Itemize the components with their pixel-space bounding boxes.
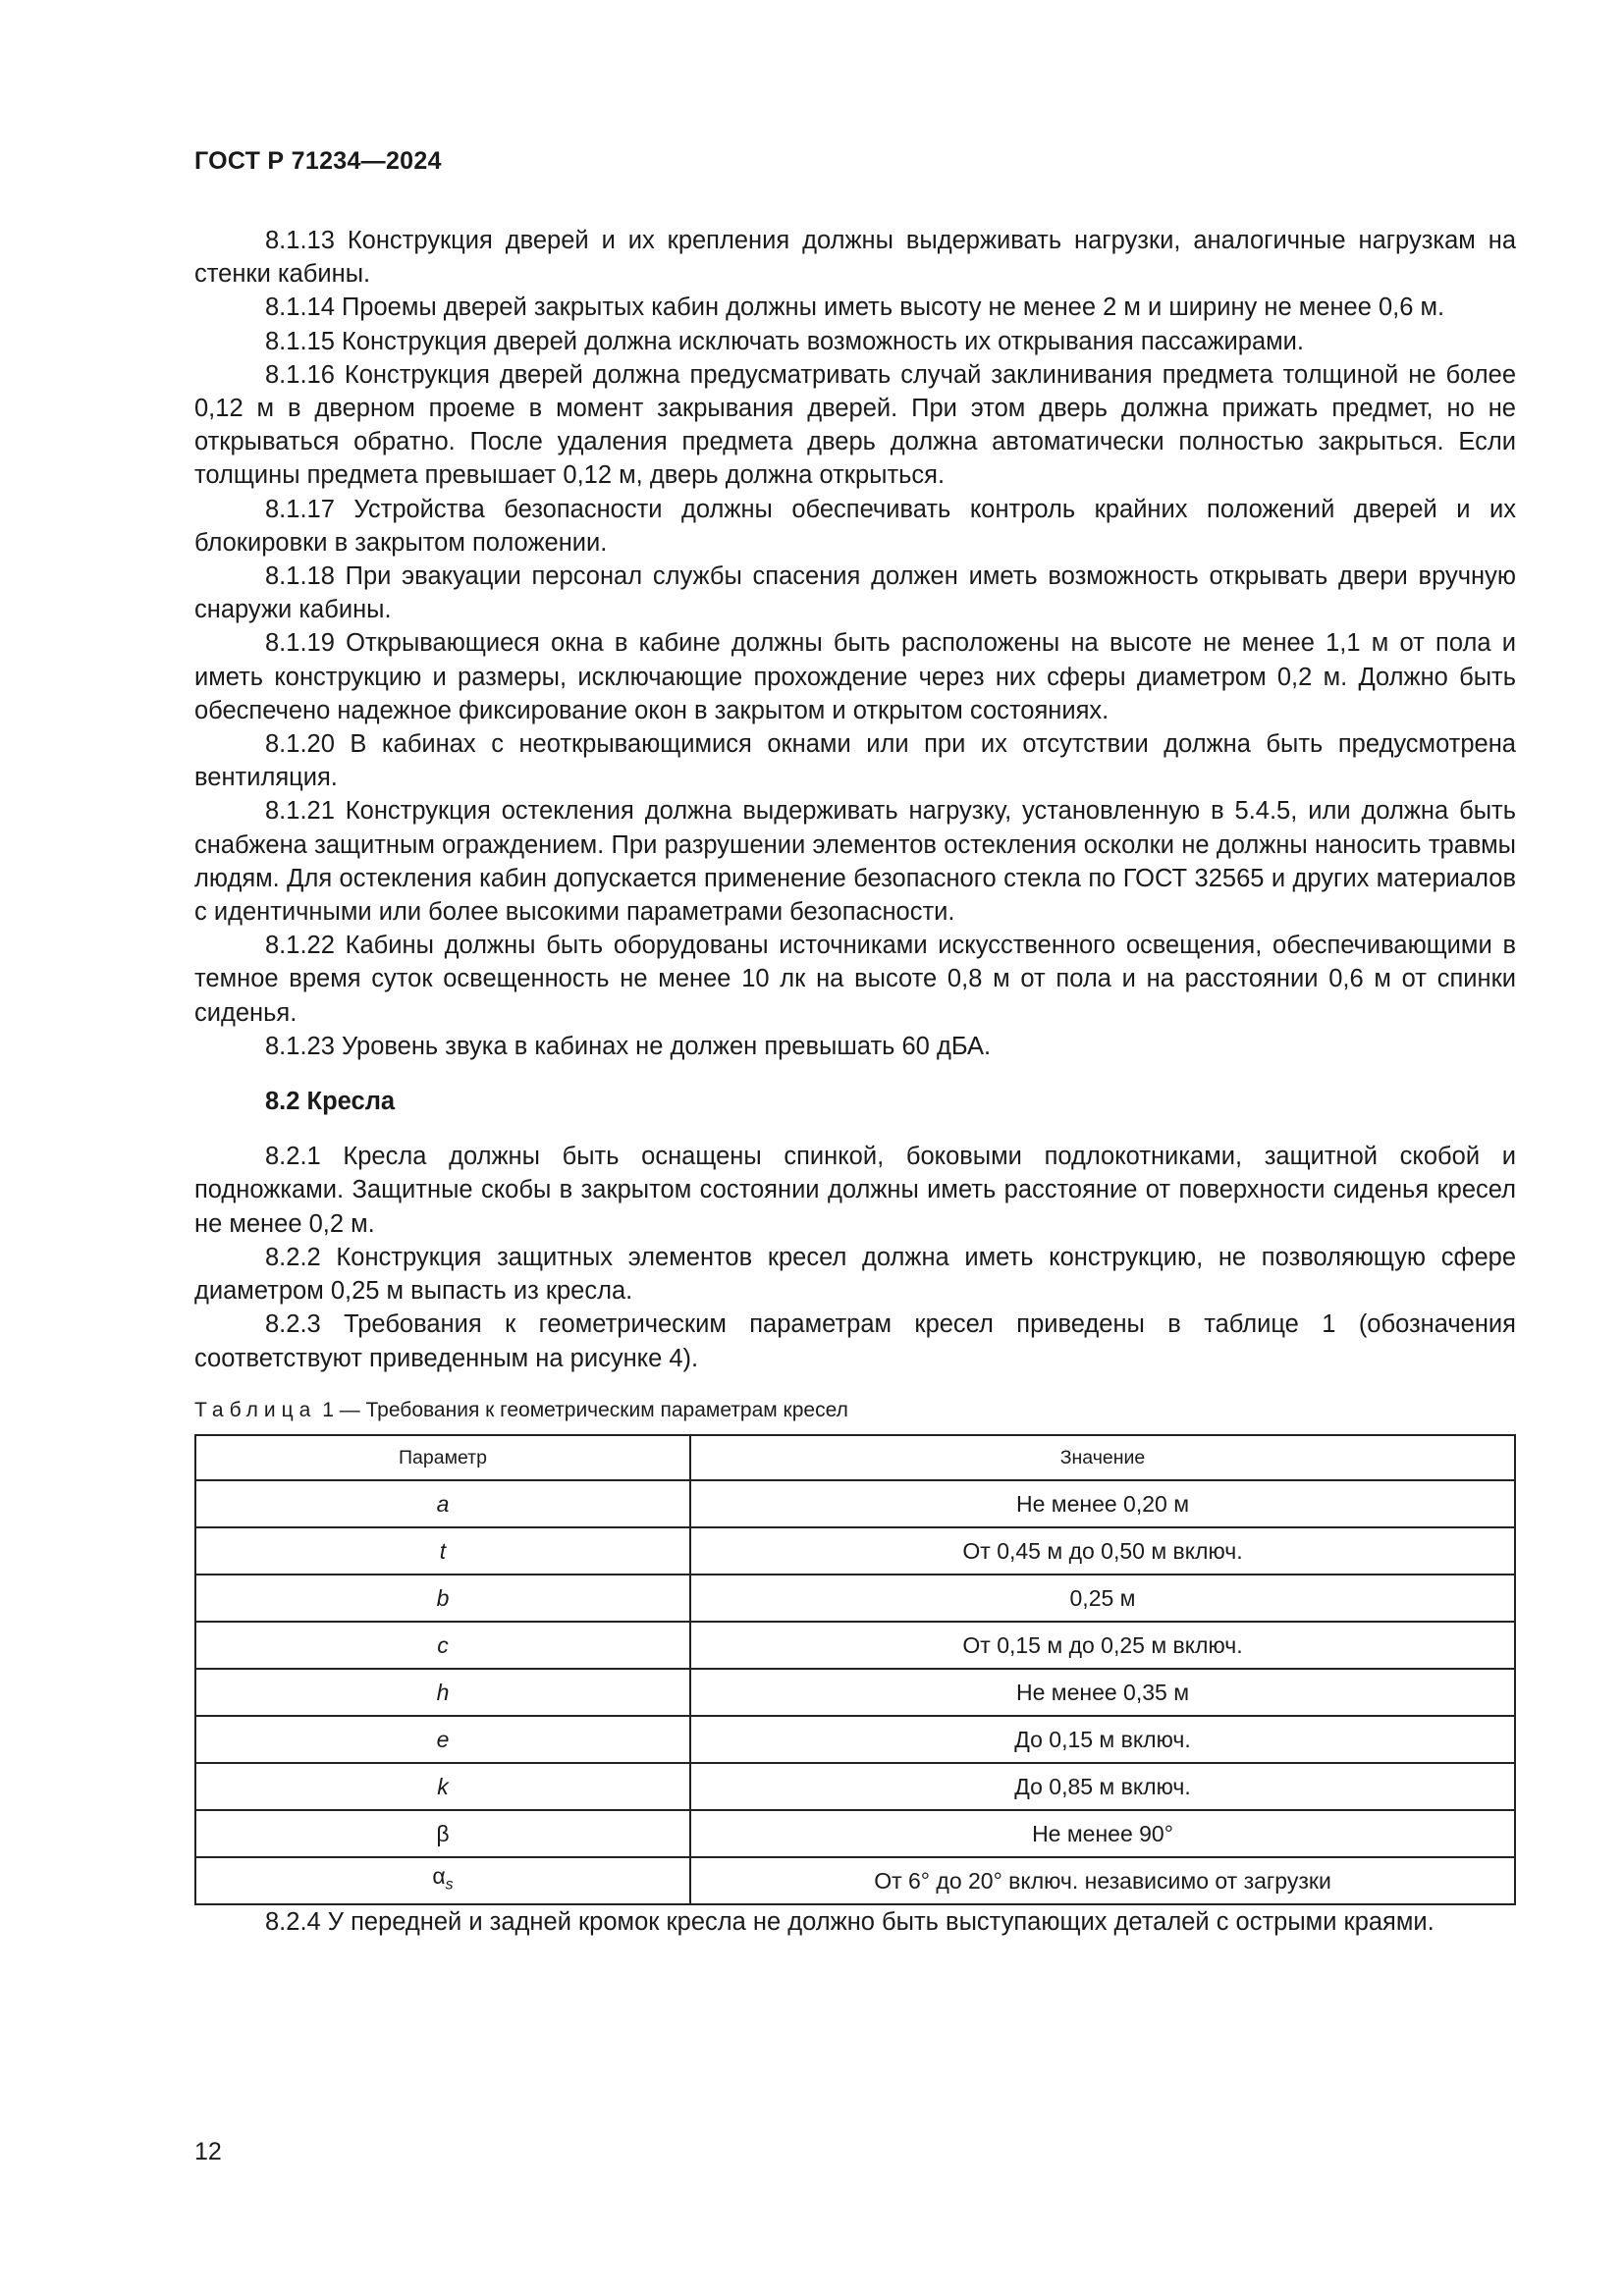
table-caption-word: Таблица [194,1398,317,1421]
value-cell: Не менее 0,20 м [690,1480,1515,1527]
param-cell: h [195,1669,690,1716]
table-row [195,1527,1515,1575]
value-cell: Не менее 90° [690,1810,1515,1857]
value-cell: До 0,85 м включ. [690,1763,1515,1810]
param-cell: k [195,1763,690,1810]
param-cell: e [195,1716,690,1763]
paragraph-8-1-23: 8.1.23 Уровень звука в кабинах не должен превышать 60 дБА. [265,1032,992,1060]
seat-parameters-table [194,1434,1516,1905]
param-subscript: s [445,1876,454,1894]
page-content [194,224,1516,1939]
paragraph-8-1-14: 8.1.14 Проемы дверей закрытых кабин должны иметь высоту не менее 2 м и ширину не менее 0,6 м. [265,294,1445,322]
paragraph-8-1-20: 8.1.20 В кабинах с неоткрывающимися окнами или при их отсутствии должна быть предусмотрена вентиляция. [194,730,1516,792]
paragraph-8-1-16: 8.1.16 Конструкция дверей должна предусматривать случай заклинивания предмета толщиной не более 0,12 м в дверном проеме в момент закрывания дверей. При этом дверь должна прижать предмет, но не открываться обратно. После удаления предмета дверь должна автоматически полностью закрыться. Если толщины предмета превышает 0,12 м, дверь должна открыться. [194,360,1516,490]
paragraph-8-1-15: 8.1.15 Конструкция дверей должна исключать возможность их открывания пассажирами. [265,327,1305,355]
document-header: ГОСТ Р 71234—2024 [194,147,442,175]
value-cell: Не менее 0,35 м [690,1669,1515,1716]
paragraph-8-2-3: 8.2.3 Требования к геометрическим параметрам кресел приведены в таблице 1 (обозначения соответствуют приведенным на рисунке 4). [194,1310,1516,1372]
param-symbol: α [432,1862,446,1889]
column-header-param: Параметр [195,1435,690,1480]
paragraph-8-1-17: 8.1.17 Устройства безопасности должны обеспечивать контроль крайних положений дверей и их блокировки в закрытом положении. [194,495,1516,557]
param-cell: b [195,1575,690,1622]
paragraph-8-1-18: 8.1.18 При эвакуации персонал службы спасения должен иметь возможность открывать двери вручную снаружи кабины. [194,562,1516,624]
table-row [195,1622,1515,1669]
table-row [195,1857,1515,1904]
column-header-value: Значение [690,1435,1515,1480]
paragraph-8-1-21: 8.1.21 Конструкция остекления должна выдерживать нагрузку, установленную в 5.4.5, или должна быть снабжена защитным ограждением. При разрушении элементов остекления осколки не должны наносить травмы людям. Для остекления кабин допускается применение безопасного стекла по ГОСТ 32565 и других материалов с идентичными или более высокими параметрами безопасности. [194,797,1516,927]
param-cell [195,1857,690,1904]
paragraph-8-1-22: 8.1.22 Кабины должны быть оборудованы источниками искусственного освещения, обеспечивающими в темное время суток освещенность не менее 10 лк на высоте 0,8 м от пола и на расстоянии 0,6 м от спинки сиденья. [194,932,1516,1027]
value-cell: До 0,15 м включ. [690,1716,1515,1763]
table-row [195,1810,1515,1857]
section-title: 8.2 Кресла [265,1088,396,1116]
paragraph-8-2-2: 8.2.2 Конструкция защитных элементов кресел должна иметь конструкцию, не позволяющую сфере диаметром 0,25 м выпасть из кресла. [194,1243,1516,1306]
table-row [195,1669,1515,1716]
table-row [195,1575,1515,1622]
paragraph-8-1-13: 8.1.13 Конструкция дверей и их крепления должны выдерживать нагрузки, аналогичные нагрузкам на стенки кабины. [194,227,1516,289]
value-cell: 0,25 м [690,1575,1515,1622]
table-header-row [195,1435,1515,1480]
param-cell: t [195,1527,690,1575]
param-cell: a [195,1480,690,1527]
paragraph-8-1-19: 8.1.19 Открывающиеся окна в кабине должны быть расположены на высоте не менее 1,1 м от пола и иметь конструкцию и размеры, исключающие прохождение через них сферы диаметром 0,2 м. Должно быть обеспечено надежное фиксирование окон в закрытом и открытом состояниях. [194,629,1516,724]
value-cell: От 0,15 м до 0,25 м включ. [690,1622,1515,1669]
table-row [195,1480,1515,1527]
paragraph-8-2-4: 8.2.4 У передней и задней кромок кресла не должно быть выступающих деталей с острыми краями. [265,1907,1435,1936]
value-cell: От 0,45 м до 0,50 м включ. [690,1527,1515,1575]
table-row [195,1716,1515,1763]
param-cell: c [195,1622,690,1669]
param-cell: β [195,1810,690,1857]
table-row [195,1763,1515,1810]
table-caption [194,1397,1516,1424]
value-cell: От 6° до 20° включ. независимо от загрузки [690,1857,1515,1904]
paragraph-8-2-1: 8.2.1 Кресла должны быть оснащены спинкой, боковыми подлокотниками, защитной скобой и подножками. Защитные скобы в закрытом состоянии должны иметь расстояние от поверхности сиденья кресел не менее 0,2 м. [194,1143,1516,1238]
page-number: 12 [194,2138,222,2165]
table-caption-text: 1 — Требования к геометрическим параметрам кресел [322,1398,848,1421]
